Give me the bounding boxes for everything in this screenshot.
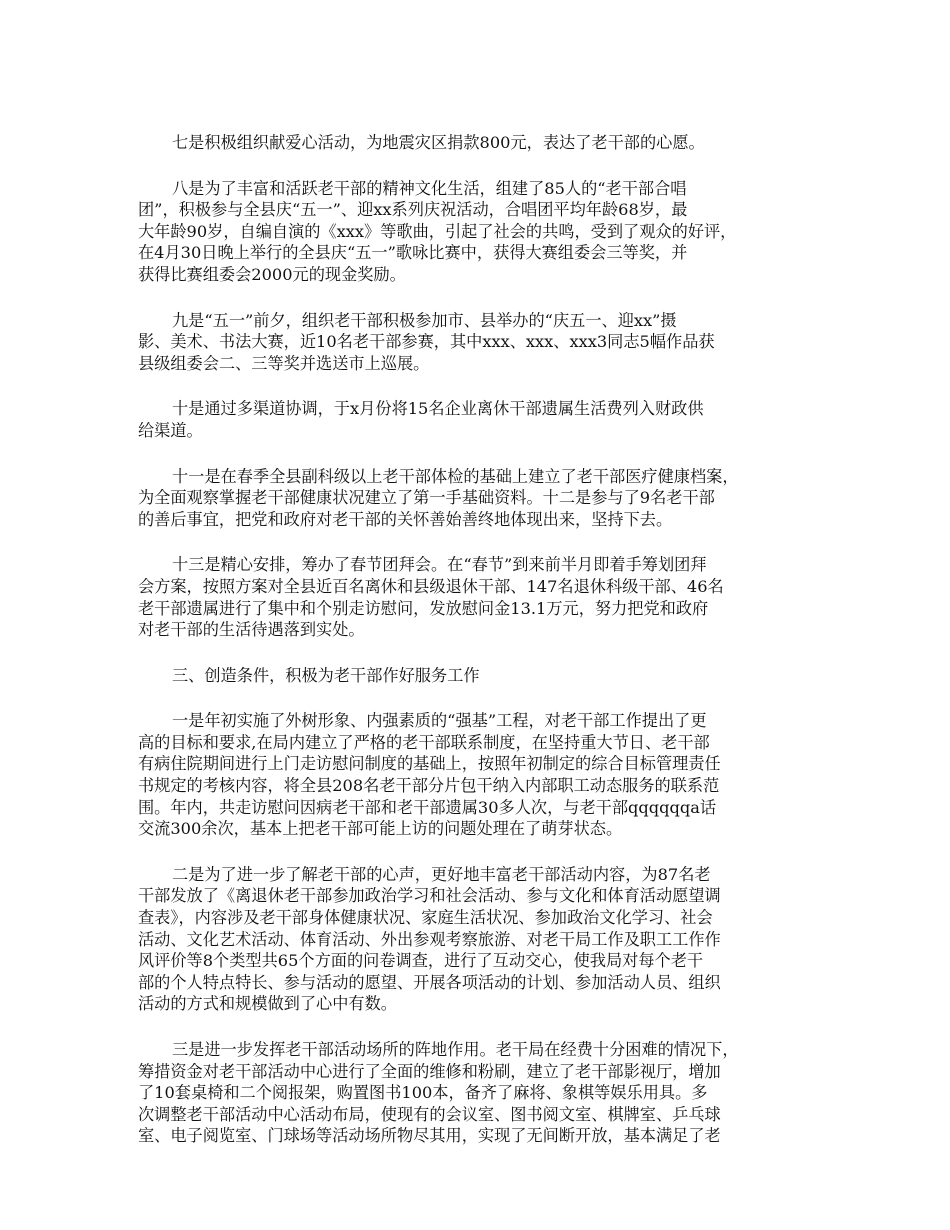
section-heading [138,665,818,687]
text-line: 为全面观察掌握老干部健康状况建立了第一手基础资料。十二是参与了9名老干部 [138,488,715,508]
paragraph-9 [138,310,818,375]
paragraph-service-3 [138,1039,818,1147]
text-line: 对老干部的生活待遇落到实处。 [138,620,365,640]
text-line: 部的个人特点特长、参与活动的愿望、开展各项活动的计划、参加活动人员、组织 [138,972,721,992]
text-line: 筹措资金对老干部活动中心进行了全面的维修和粉刷，建立了老干部影视厅，增加 [138,1061,721,1081]
text-line: 次调整老干部活动中心活动布局，使现有的会议室、图书阅文室、棋牌室、乒乓球 [138,1104,721,1124]
text-line: 影、美术、书法大赛，近10名老干部参赛，其中xxx、xxx、xxx3同志5幅作品获 [138,332,715,352]
text-line: 会方案，按照方案对全县近百名离休和县级退休干部、147名退休科级干部、46名 [138,576,724,596]
text-line: 在4月30日晚上举行的全县庆“五一”歌咏比赛中，获得大赛组委会三等奖，并 [138,243,688,263]
text-line: 给渠道。 [138,420,203,440]
text-line: 三是进一步发挥老干部活动场所的阵地作用。老干局在经费十分困难的情况下， [172,1040,739,1059]
text-line: 二是为了进一步了解老干部的心声，更好地丰富老干部活动内容，为87名老 [172,864,711,884]
text-line: 一是年初实施了外树形象、内强素质的“强基”工程，对老干部工作提出了更 [172,711,707,731]
text-line: 七是积极组织献爱心活动，为地震灾区捐款800元，表达了老干部的心愿。 [172,133,705,152]
paragraph-11 [138,466,818,531]
heading-text: 三、创造条件，积极为老干部作好服务工作 [172,665,480,685]
text-line: 干部发放了《离退休老干部参加政治学习和社会活动、参与文化和体育活动愿望调 [138,886,721,906]
text-line: 了10套桌椅和二个阅报架，购置图书100本，备齐了麻将、象棋等娱乐用具。多 [138,1083,708,1103]
text-line: 查表》，内容涉及老干部身体健康状况、家庭生活状况、参加政治文化学习、社会 [138,908,713,928]
text-line: 高的目标和要求,在局内建立了严格的老干部联系制度，在坚持重大节日、老干部 [138,732,710,752]
text-line: 团”，积极参与全县庆“五一”、迎xx系列庆祝活动，合唱团平均年龄68岁，最 [138,200,688,220]
text-line: 十是通过多渠道协调，于x月份将15名企业离休干部遗属生活费列入财政供 [172,399,704,419]
document-page [138,132,818,1171]
paragraph-service-1 [138,710,818,840]
text-line: 的善后事宜，把党和政府对老干部的关怀善始善终地体现出来，坚持下去。 [138,509,673,529]
paragraph-10 [138,398,818,441]
text-line: 获得比赛组委会2000元的现金奖励。 [138,264,406,284]
text-line: 交流300余次，基本上把老干部可能上访的问题处理在了萌芽状态。 [138,819,623,839]
text-line: 书规定的考核内容，将全县208名老干部分片包干纳入内部职工动态服务的联系范 [138,776,720,796]
paragraph-8 [138,178,818,286]
text-line: 八是为了丰富和活跃老干部的精神文化生活，组建了85人的“老干部合唱 [172,178,687,198]
text-line: 活动的方式和规模做到了心中有数。 [138,994,397,1014]
paragraph-service-2 [138,864,818,1015]
paragraph-7 [138,132,818,154]
text-line: 十三是精心安排，筹办了春节团拜会。在“春节”到来前半月即着手筹划团拜 [172,555,707,575]
text-line: 九是“五一”前夕，组织老干部积极参加市、县举办的“庆五一、迎xx”摄 [172,310,677,330]
paragraph-13 [138,554,818,640]
text-line: 大年龄90岁，自编自演的《xxx》等歌曲，引起了社会的共鸣，受到了观众的好评， [138,221,737,241]
text-line: 室、电子阅览室、门球场等活动场所物尽其用，实现了无间断开放，基本满足了老 [138,1126,721,1146]
text-line: 县级组委会二、三等奖并选送市上巡展。 [138,353,430,373]
text-line: 十一是在春季全县副科级以上老干部体检的基础上建立了老干部医疗健康档案， [172,466,739,486]
text-line: 围。年内，共走访慰问因病老干部和老干部遗属30多人次，与老干部qqqqqqa话 [138,797,717,817]
text-line: 有病住院期间进行上门走访慰问制度的基础上，按照年初制定的综合目标管理责任 [138,754,721,774]
text-line: 老干部遗属进行了集中和个别走访慰问，发放慰问金13.1万元，努力把党和政府 [138,598,709,618]
text-line: 活动、文化艺术活动、体育活动、外出参观考察旅游、对老干局工作及职工工作作 [138,929,721,949]
text-line: 风评价等8个类型共65个方面的问卷调查，进行了互动交心，使我局对每个老干 [138,951,704,971]
